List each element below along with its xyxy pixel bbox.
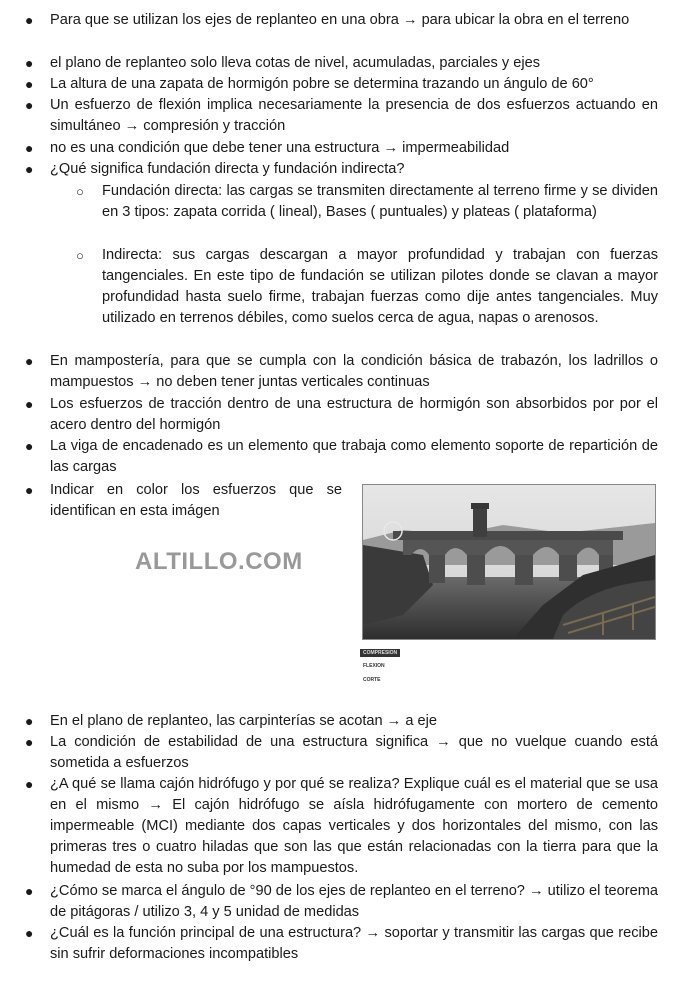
bullet-icon: ● [25,97,34,113]
list-item [25,10,658,31]
bullet-icon: ● [25,140,34,156]
list-item-text: Indicar en color los esfuerzos que se identifican en esta imágen [50,482,342,519]
list-item-text: En mampostería, para que se cumpla con la condición básica de trabazón, los ladrillos o mampuestos → no deben tener juntas verticales continuas [50,353,658,390]
list-item-text: ¿A qué se llama cajón hidrófugo y por qué se realiza? Explique cuál es el material que se usa en el mismo → El cajón hidrófugo se aísla hidrófugamente con mortero de cemento impermeable (MCI) mediante dos capas verticales y dos horizontales del mismo, con las primeras tres o cuatro hiladas que son las que están relacionadas con la tierra para que la humedad de esta no suba por los mampuestos. [50,776,658,876]
list-item-text: Un esfuerzo de flexión implica necesariamente la presencia de dos esfuerzos actuando en simultáneo → compresión y tracción [50,97,658,134]
list-item-text: Los esfuerzos de tracción dentro de una estructura de hormigón son absorbidos por por el acero dentro del hormigón [50,396,658,433]
sub-list-item-text: Indirecta: sus cargas descargan a mayor profundidad y trabajan con fuerzas tangenciales. En este tipo de fundación se utilizan pilotes donde se clavan a mayor profundidad hasta suelo firme, trabajan fuerzas como dije antes tangenciales. Muy utilizado en terrenos débiles, como suelos cerca de agua, napas o arenosos. [102,247,658,326]
legend-flexion: FLEXION [363,663,385,669]
bullet-icon: ● [25,353,34,369]
list-item [25,95,658,137]
bullet-icon: ● [25,12,34,28]
bullet-icon: ● [25,76,34,92]
list-item-text: ¿Cómo se marca el ángulo de °90 de los ejes de replanteo en el terreno? → utilizo el teorema de pitágoras / utilizo 3, 4 y 5 unidad de medidas [50,883,658,920]
list-item-text: La condición de estabilidad de una estructura significa → que no vuelque cuando está sometida a esfuerzos [50,734,658,771]
bullet-icon: ● [25,713,34,729]
bullet-icon: ● [25,482,34,498]
list-item [25,159,658,180]
bridge-photo [362,484,656,640]
bullet-icon: ● [25,55,34,71]
bullet-icon: ● [25,776,34,792]
sub-list-item-text: Fundación directa: las cargas se transmiten directamente al terreno firme y se dividen en 3 tipos: zapata corrida ( lineal), Bases ( puntuales) y plateas ( plataforma) [102,183,658,220]
list-item [25,480,342,522]
list-item [25,923,658,965]
legend-compresion: COMPRESION [360,649,400,657]
list-item-text: el plano de replanteo solo lleva cotas de nivel, acumuladas, parciales y ejes [50,55,540,71]
list-item [25,351,658,393]
list-item-text: Para que se utilizan los ejes de replanteo en una obra → para ubicar la obra en el terreno [50,12,630,28]
bullet-icon: ● [25,734,34,750]
list-item [25,774,658,879]
circle-bullet-icon: ○ [76,248,84,263]
bullet-icon: ● [25,883,34,899]
list-item [25,711,658,732]
list-item-text: La viga de encadenado es un elemento que trabaja como elemento soporte de repartición de las cargas [50,438,658,475]
legend-corte: CORTE [363,677,381,683]
list-item [25,394,658,436]
sub-list-item [76,181,658,223]
list-item [25,74,658,95]
list-item-text: ¿Cuál es la función principal de una estructura? → soportar y transmitir las cargas que recibe sin sufrir deformaciones incompatibles [50,925,658,962]
bullet-icon: ● [25,925,34,941]
sub-list-item [76,245,658,329]
list-item-text: La altura de una zapata de hormigón pobre se determina trazando un ángulo de 60° [50,76,594,92]
bullet-icon: ● [25,161,34,177]
list-item [25,138,658,159]
list-item-text: ¿Qué significa fundación directa y fundación indirecta? [50,161,405,177]
list-item-text: En el plano de replanteo, las carpinterías se acotan → a eje [50,713,437,729]
bridge-illustration [363,485,655,639]
list-item [25,732,658,774]
bullet-icon: ● [25,396,34,412]
bullet-icon: ● [25,438,34,454]
list-item [25,436,658,478]
list-item [25,53,658,74]
circle-bullet-icon: ○ [76,184,84,199]
list-item [25,881,658,923]
watermark: ALTILLO.COM [135,548,303,575]
list-item-text: no es una condición que debe tener una estructura → impermeabilidad [50,140,510,156]
